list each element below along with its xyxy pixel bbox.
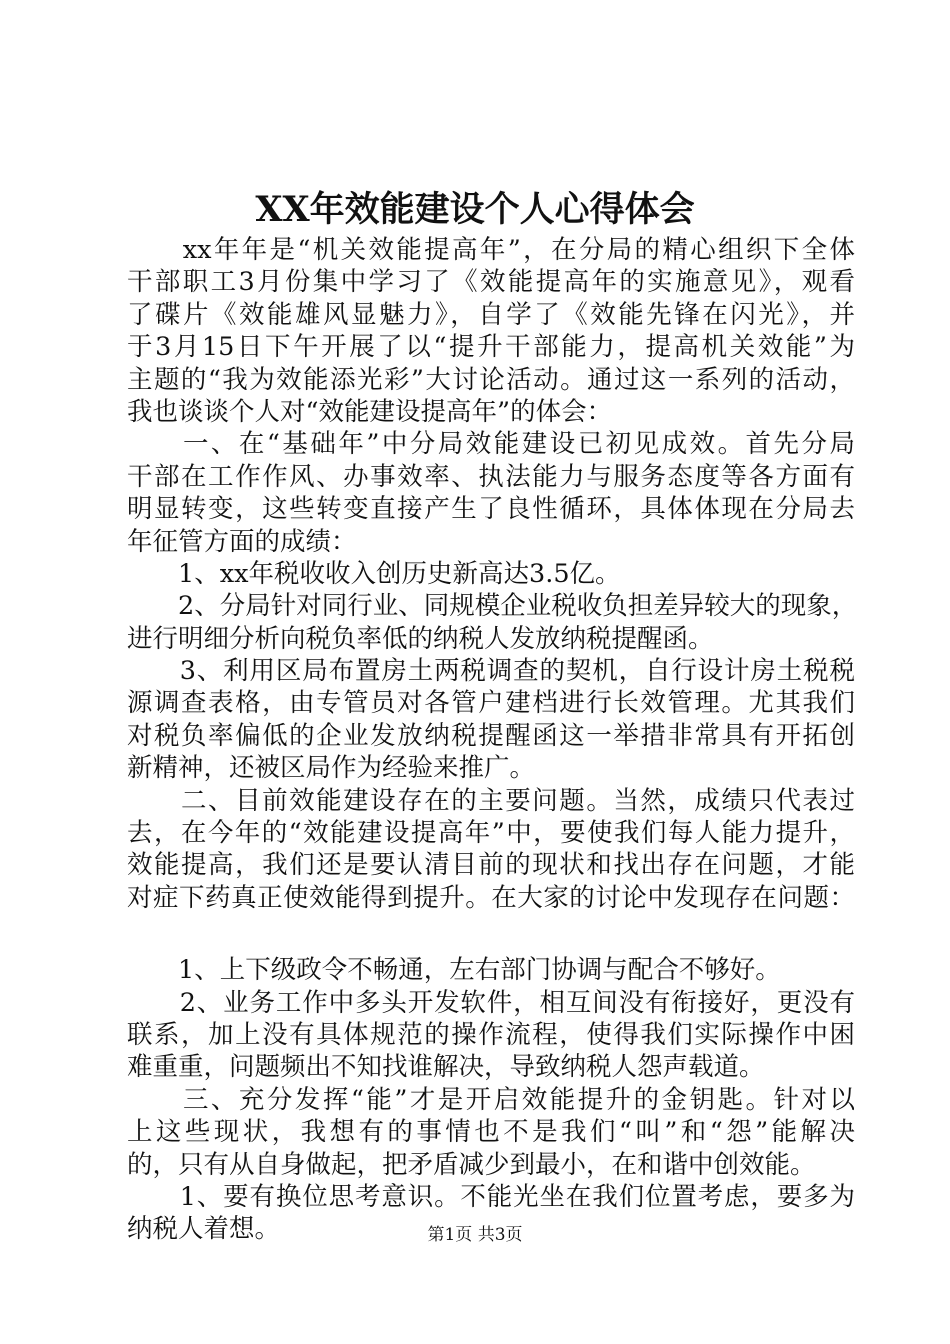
text-line: 去，在今年的“效能建设提高年”中，要使我们每人能力提升， [127,818,855,849]
text-line: 效能提高，我们还是要认清目前的现状和找出存在问题，才能 [127,850,855,881]
document-title: XX年效能建设个人心得体会 [255,189,695,230]
page-footer: 第1页 共3页 [427,1225,523,1245]
text-line: 干部在工作作风、办事效率、执法能力与服务态度等各方面有 [127,461,855,492]
text-line: 对症下药真正使效能得到提升。在大家的讨论中发现存在问题： [127,882,855,913]
text-line: 源调查表格，由专管员对各管户建档进行长效管理。尤其我们 [127,688,855,719]
text-line: 纳税人着想。 [127,1214,281,1245]
text-line: 进行明细分析向税负率低的纳税人发放纳税提醒函。 [127,623,714,654]
text-line: 明显转变，这些转变直接产生了良性循环，具体体现在分局去 [127,494,855,525]
text-line: 1、上下级政令不畅通，左右部门协调与配合不够好。 [127,955,781,986]
text-line: 3、利用区局布置房土两税调查的契机，自行设计房土税税 [127,656,855,687]
text-line: 上这些现状，我想有的事情也不是我们“叫”和“怨”能解决 [127,1117,855,1148]
text-line: 年征管方面的成绩： [127,526,357,557]
document-body [127,234,858,1246]
paragraph-gap [127,914,855,954]
text-line: 联系，加上没有具体规范的操作流程，使得我们实际操作中困 [127,1019,855,1050]
text-line: 干部职工3月份集中学习了《效能提高年的实施意见》，观看 [127,267,855,298]
text-line: 于3月15日下午开展了以“提升干部能力，提高机关效能”为 [127,332,855,363]
text-line: 我也谈谈个人对“效能建设提高年”的体会： [127,396,613,427]
text-line: 主题的“我为效能添光彩”大讨论活动。通过这一系列的活动， [127,364,855,395]
text-line: xx年年是“机关效能提高年”，在分局的精心组织下全体 [127,235,855,265]
text-line: 2、业务工作中多头开发软件，相互间没有衔接好，更没有 [127,987,855,1018]
text-line: 了碟片《效能雄风显魅力》，自学了《效能先锋在闪光》，并 [127,299,855,330]
text-line: 新精神，还被区局作为经验来推广。 [127,753,536,784]
text-line: 1、要有换位思考意识。不能光坐在我们位置考虑，要多为 [127,1181,855,1212]
text-line: 的，只有从自身做起，把矛盾减少到最小，在和谐中创效能。 [127,1149,816,1180]
text-line: 二、目前效能建设存在的主要问题。当然，成绩只代表过 [127,785,855,816]
text-line: 2、分局针对同行业、同规模企业税收负担差异较大的现象， [127,591,858,622]
text-line: 对税负率偏低的企业发放纳税提醒函这一举措非常具有开拓创 [127,720,855,751]
text-line: 一、在“基础年”中分局效能建设已初见成效。首先分局 [127,429,855,460]
text-line: 三、充分发挥“能”才是开启效能提升的金钥匙。针对以 [127,1084,855,1115]
text-line: 难重重，问题频出不知找谁解决，导致纳税人怨声载道。 [127,1052,765,1083]
text-line: 1、xx年税收收入创历史新高达3.5亿。 [127,558,621,589]
